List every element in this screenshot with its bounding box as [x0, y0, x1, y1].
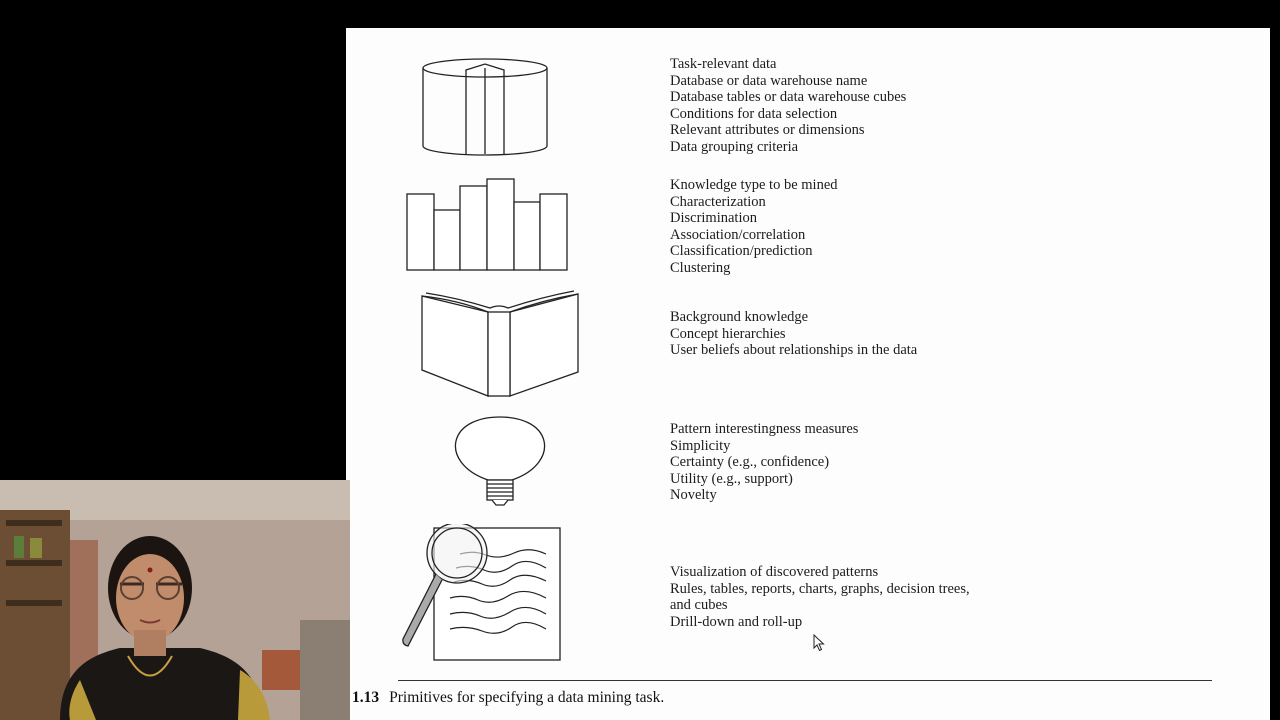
figure-caption-text: Primitives for specifying a data mining task.: [389, 689, 665, 706]
interestingness-block: [670, 421, 858, 504]
block-line: Drill-down and roll-up: [670, 613, 803, 630]
block-line: Rules, tables, reports, charts, graphs, decision trees,: [670, 580, 970, 597]
block-line: Visualization of discovered patterns: [670, 564, 879, 580]
bar-columns-icon: [406, 178, 570, 272]
block-line: Simplicity: [670, 437, 731, 454]
open-book-icon: [418, 290, 582, 400]
block-line: Relevant attributes or dimensions: [670, 122, 865, 139]
block-line: Clustering: [670, 259, 731, 276]
lightbulb-icon: [452, 416, 548, 508]
block-line: Pattern interestingness measures: [670, 421, 859, 437]
block-line: Discrimination: [670, 210, 757, 227]
visualization-block: [670, 564, 970, 630]
block-line: User beliefs about relationships in the data: [670, 342, 918, 359]
mouse-cursor-icon: [813, 634, 825, 652]
block-line: Knowledge type to be mined: [670, 177, 838, 193]
database-cylinder-icon: [420, 56, 550, 160]
block-line: Database tables or data warehouse cubes: [670, 89, 907, 106]
block-line: Certainty (e.g., confidence): [670, 454, 830, 471]
webcam-overlay: [0, 480, 350, 720]
block-line: and cubes: [670, 597, 728, 614]
block-line: Data grouping criteria: [670, 138, 799, 155]
block-line: Concept hierarchies: [670, 325, 786, 342]
block-line: Classification/prediction: [670, 243, 813, 260]
block-line: Utility (e.g., support): [670, 470, 793, 487]
block-line: Background knowledge: [670, 309, 809, 325]
block-line: Conditions for data selection: [670, 105, 838, 122]
block-line: Association/correlation: [670, 226, 806, 243]
block-line: Task-relevant data: [670, 56, 777, 72]
block-line: Database or data warehouse name: [670, 72, 868, 89]
magnifier-document-icon: [398, 524, 564, 664]
knowledge-type-block: [670, 177, 838, 277]
figure-number: 1.13: [352, 689, 380, 706]
figure-caption: [352, 689, 664, 707]
slide-page: [346, 28, 1270, 720]
background-knowledge-block: [670, 309, 917, 359]
caption-divider: [398, 680, 1212, 681]
task-relevant-data-block: [670, 56, 906, 156]
block-line: Characterization: [670, 193, 766, 210]
presenter-video-icon: [0, 480, 350, 720]
block-line: Novelty: [670, 487, 717, 504]
